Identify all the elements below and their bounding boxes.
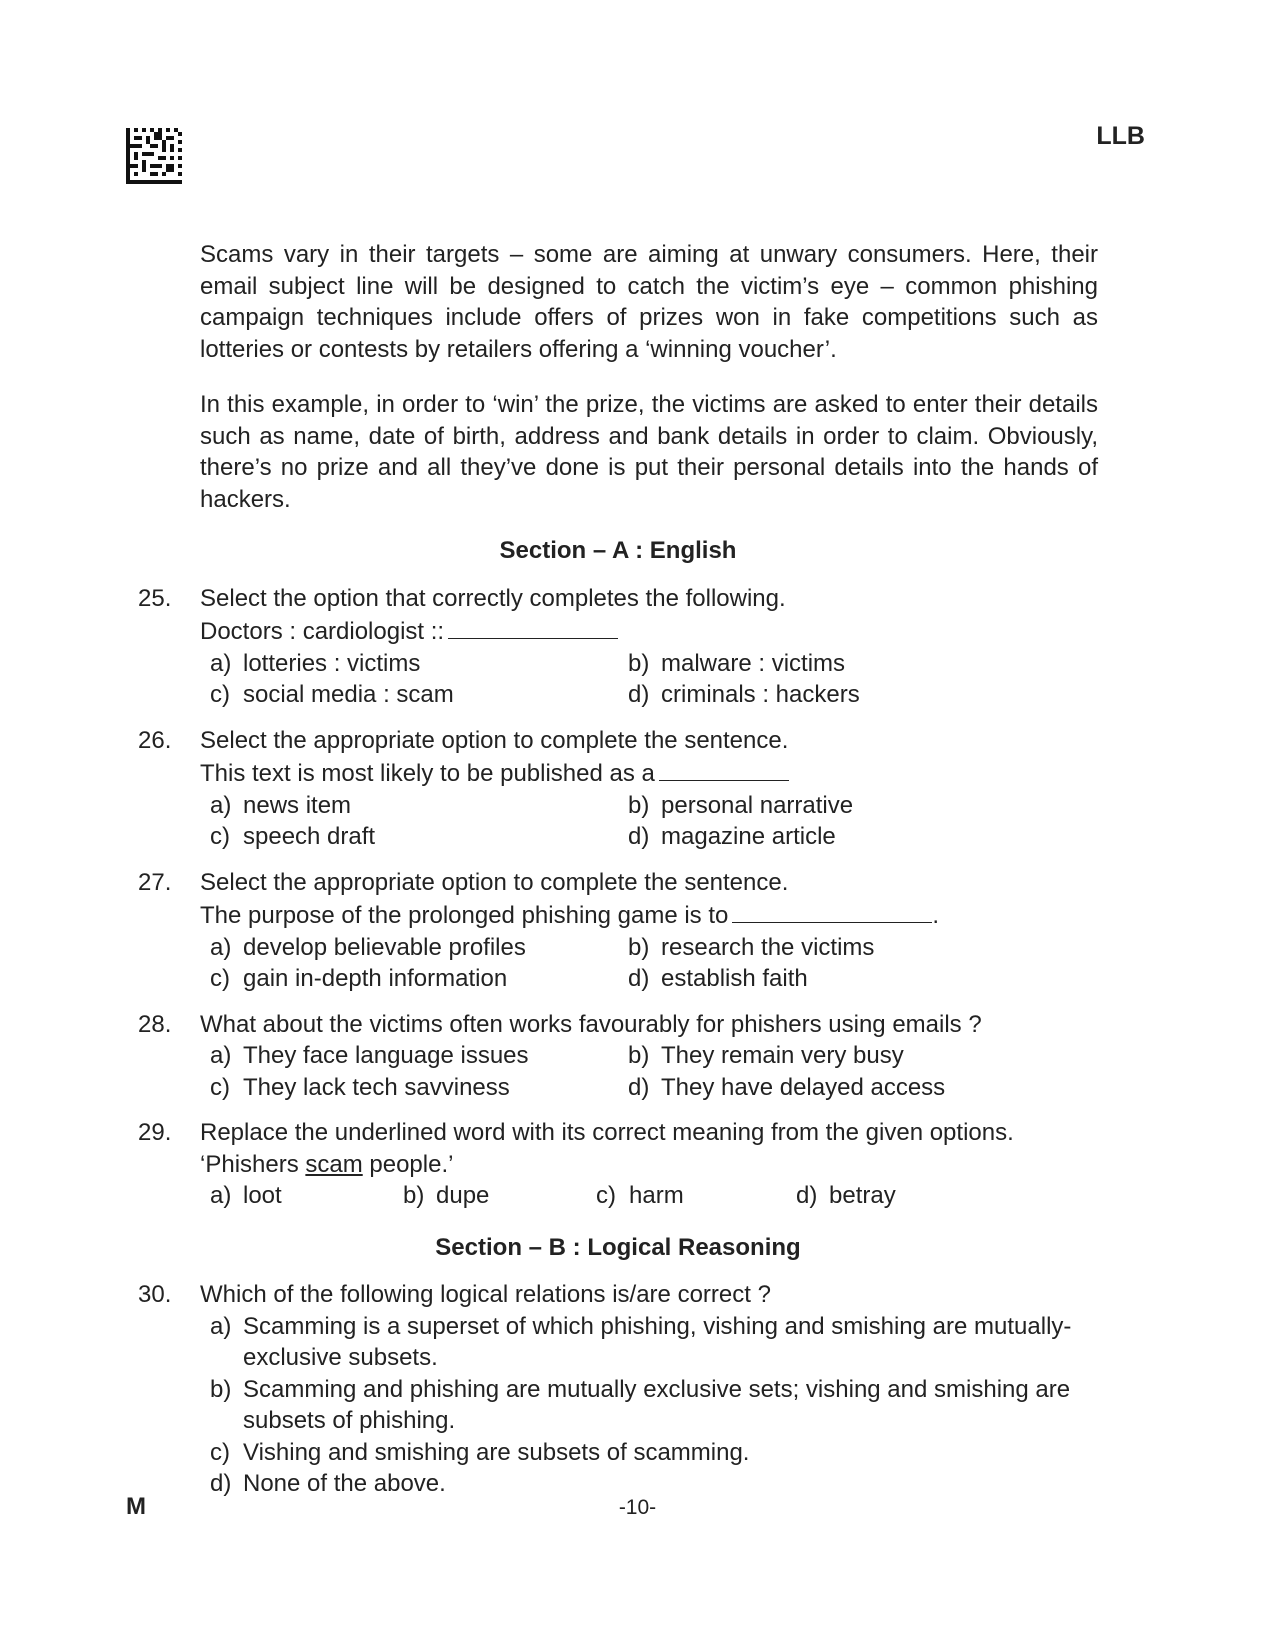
- option-b: [628, 1040, 1046, 1072]
- question-number: 30.: [138, 1281, 172, 1308]
- option-label: c): [210, 681, 230, 708]
- option-c: [210, 1072, 628, 1104]
- question-28: [138, 1009, 1098, 1104]
- option-text: news item: [243, 791, 352, 819]
- answer-blank: [448, 614, 618, 639]
- option-b: [628, 932, 1046, 964]
- option-d: [796, 1180, 996, 1212]
- option-text: lotteries : victims: [243, 649, 421, 677]
- passage-paragraph: Scams vary in their targets – some are aiming at unwary consumers. Here, their email subject line will be designed to catch the victim’s eye – common phishing campaign techniques include offers of prizes won in fake competitions such as lotteries or contests by retailers offering a ‘winning voucher’.: [200, 241, 1098, 363]
- option-label: d): [628, 681, 650, 708]
- option-a: [210, 790, 628, 822]
- option-a: [210, 1180, 403, 1212]
- option-label: a): [210, 649, 232, 677]
- question-line: [200, 756, 1098, 790]
- option-text: personal narrative: [661, 791, 854, 819]
- option-label: d): [628, 1073, 650, 1101]
- page-content: [138, 215, 1098, 1514]
- answer-blank: [732, 898, 932, 923]
- option-label: b): [210, 1375, 232, 1403]
- underlined-word: scam: [305, 1150, 363, 1178]
- question-prompt: Select the appropriate option to complete the sentence.: [200, 726, 789, 754]
- question-27: [138, 867, 1098, 995]
- option-text: Scamming is a superset of which phishing, vishing and smishing are mutually-exclusive subsets.: [243, 1312, 1072, 1371]
- option-label: d): [796, 1182, 818, 1209]
- option-a: [210, 1311, 1098, 1374]
- option-b: [628, 648, 1046, 680]
- option-text: develop believable profiles: [243, 933, 526, 961]
- option-label: a): [210, 791, 232, 819]
- answer-blank: [659, 756, 789, 781]
- option-label: d): [628, 965, 650, 992]
- option-text: They lack tech savviness: [243, 1073, 510, 1101]
- section-heading: Section – B : Logical Reasoning: [435, 1233, 801, 1261]
- passage-paragraph: In this example, in order to ‘win’ the prize, the victims are asked to enter their details such as name, date of birth, address and bank details in order to claim. Obviously, there’s no prize and all they’ve done is put their personal details into the hands of hackers.: [200, 391, 1098, 513]
- question-line: [200, 614, 1098, 648]
- option-d: [628, 1072, 1046, 1104]
- option-label: d): [628, 823, 650, 850]
- option-label: c): [596, 1182, 616, 1209]
- question-line-text: The purpose of the prolonged phishing game is to: [200, 902, 729, 929]
- option-label: a): [210, 1042, 232, 1069]
- options: [210, 790, 1098, 853]
- option-label: b): [403, 1182, 425, 1209]
- option-text: Vishing and smishing are subsets of scamming.: [243, 1438, 750, 1466]
- option-label: b): [628, 791, 650, 819]
- option-text: harm: [629, 1182, 684, 1209]
- option-text: They have delayed access: [661, 1073, 946, 1101]
- question-line: [200, 1149, 1098, 1181]
- option-label: c): [210, 1438, 230, 1466]
- option-c: [210, 1437, 1098, 1469]
- question-line: The purpose of the prolonged phishing game is to .: [200, 898, 1098, 932]
- question-line-text: people.’: [362, 1150, 454, 1178]
- question-line-text: ‘Phishers: [200, 1150, 306, 1178]
- option-text: They remain very busy: [661, 1042, 904, 1069]
- question-prompt: Select the appropriate option to complete the sentence.: [200, 868, 789, 896]
- option-label: b): [628, 649, 650, 677]
- section-heading: Section – A : English: [499, 537, 737, 564]
- question-line-text: This text is most likely to be published as a: [200, 760, 655, 787]
- option-text: establish faith: [661, 965, 808, 992]
- option-text: betray: [829, 1182, 896, 1209]
- barcode-image: [126, 128, 182, 184]
- question-prompt: Which of the following logical relations is/are correct ?: [200, 1281, 771, 1308]
- option-d: [628, 963, 1046, 995]
- option-a: [210, 1040, 628, 1072]
- option-d: [628, 679, 1046, 711]
- option-b: [628, 790, 1046, 822]
- question-number: 25.: [138, 584, 172, 612]
- options: [210, 1180, 1098, 1212]
- option-text: loot: [243, 1182, 282, 1209]
- option-c: [210, 679, 628, 711]
- option-label: b): [628, 933, 650, 961]
- option-text: malware : victims: [661, 649, 846, 677]
- option-label: b): [628, 1042, 650, 1069]
- option-text: dupe: [436, 1182, 490, 1209]
- footer-set-code: M: [126, 1493, 146, 1520]
- option-a: [210, 648, 628, 680]
- option-c: [210, 821, 628, 853]
- option-text: criminals : hackers: [661, 681, 860, 708]
- options: [210, 1311, 1098, 1500]
- question-25: [138, 583, 1098, 711]
- option-d: [628, 821, 1046, 853]
- question-prompt: Replace the underlined word with its correct meaning from the given options.: [200, 1119, 1014, 1146]
- option-c: [596, 1180, 796, 1212]
- option-label: d): [210, 1470, 232, 1497]
- option-text: research the victims: [661, 933, 875, 961]
- question-number: 26.: [138, 726, 172, 754]
- option-text: magazine article: [661, 823, 836, 850]
- question-number: 27.: [138, 868, 172, 896]
- options: [210, 932, 1098, 995]
- option-text: None of the above.: [243, 1470, 446, 1497]
- question-29: [138, 1117, 1098, 1212]
- option-d: [210, 1468, 1098, 1500]
- option-b: [210, 1374, 1098, 1437]
- question-line-text: Doctors : cardiologist ::: [200, 618, 445, 645]
- option-label: c): [210, 965, 230, 992]
- question-26: [138, 725, 1098, 853]
- question-30: [138, 1279, 1098, 1500]
- option-text: Scamming and phishing are mutually exclusive sets; vishing and smishing are subsets of phishing.: [243, 1375, 1071, 1434]
- option-label: c): [210, 1073, 230, 1101]
- option-label: a): [210, 1312, 232, 1340]
- option-text: gain in-depth information: [243, 965, 508, 992]
- option-text: speech draft: [243, 823, 376, 850]
- options: [210, 648, 1098, 711]
- option-b: [403, 1180, 596, 1212]
- option-label: a): [210, 1182, 232, 1209]
- question-prompt: What about the victims often works favourably for phishers using emails ?: [200, 1010, 982, 1038]
- option-c: [210, 963, 628, 995]
- option-text: They face language issues: [243, 1042, 529, 1069]
- question-prompt: Select the option that correctly completes the following.: [200, 584, 786, 612]
- options: [210, 1040, 1098, 1103]
- option-text: social media : scam: [243, 681, 454, 708]
- question-number: 29.: [138, 1119, 172, 1146]
- question-number: 28.: [138, 1010, 172, 1038]
- option-a: [210, 932, 628, 964]
- paper-code: LLB: [1096, 122, 1145, 150]
- page-number: -10-: [618, 1496, 657, 1519]
- option-label: a): [210, 933, 232, 961]
- option-label: c): [210, 823, 230, 850]
